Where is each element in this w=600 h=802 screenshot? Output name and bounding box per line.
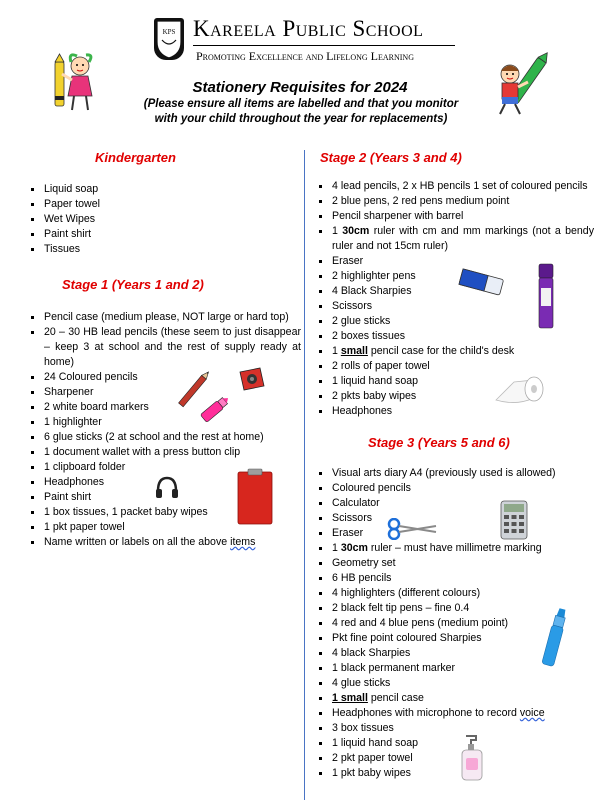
item-text: Name written or labels on all the above xyxy=(44,536,231,548)
page-title: Stationery Requisites for 2024 xyxy=(192,79,408,96)
item-text: 1 xyxy=(332,345,341,357)
school-name: Kareela Public School xyxy=(193,16,424,41)
item-text-bold: 30cm xyxy=(342,225,370,237)
list-item: 1 highlighter xyxy=(30,415,301,430)
list-item: Pencil case (medium please, NOT large or hard top) xyxy=(30,310,301,325)
stage2-heading: Stage 2 (Years 3 and 4) xyxy=(320,150,462,165)
list-item xyxy=(318,224,594,254)
list-item xyxy=(318,541,594,556)
header-rule xyxy=(193,45,455,46)
list-item: 6 HB pencils xyxy=(318,571,594,586)
list-item: 1 liquid hand soap xyxy=(318,736,594,751)
list-item xyxy=(318,691,594,706)
item-text-underlined: 1 small xyxy=(332,692,368,704)
list-item: 1 clipboard folder xyxy=(30,460,301,475)
crest-text: KPS xyxy=(162,28,176,36)
list-item: Headphones xyxy=(318,404,594,419)
list-item: Coloured pencils xyxy=(318,481,594,496)
calculator-icon xyxy=(500,500,528,540)
list-item: 2 glue sticks xyxy=(318,314,594,329)
list-item: 2 white board markers xyxy=(30,400,301,415)
list-item xyxy=(318,706,594,721)
list-item: 3 box tissues xyxy=(318,721,594,736)
boy-with-crayon-icon xyxy=(488,52,550,118)
list-item: Scissors xyxy=(318,299,594,314)
list-item: Paper towel xyxy=(30,197,301,212)
eraser-icon xyxy=(456,266,506,300)
list-item: 4 highlighters (different colours) xyxy=(318,586,594,601)
item-text: 1 xyxy=(332,225,343,237)
blue-highlighter-icon xyxy=(540,606,570,668)
list-item: Pkt fine point coloured Sharpies xyxy=(318,631,594,646)
item-text: 1 xyxy=(332,542,341,554)
list-item: 4 lead pencils, 2 x HB pencils 1 set of coloured pencils xyxy=(318,179,594,194)
subtitle-line: (Please ensure all items are labelled and that you monitor xyxy=(143,98,459,110)
list-item xyxy=(318,344,594,359)
item-text: ruler – must have millimetre marking xyxy=(367,542,542,554)
highlighter-icon xyxy=(196,392,234,426)
scissors-icon xyxy=(386,518,438,540)
list-item: Liquid soap xyxy=(30,182,301,197)
paper-towel-roll-icon xyxy=(494,372,546,406)
stage1-heading: Stage 1 (Years 1 and 2) xyxy=(62,277,204,292)
item-text: pencil case for the child's desk xyxy=(367,345,515,357)
list-item: Calculator xyxy=(318,496,594,511)
list-item: 1 box tissues, 1 packet baby wipes xyxy=(30,505,301,520)
list-item: 24 Coloured pencils xyxy=(30,370,301,385)
list-item: 20 – 30 HB lead pencils (these seem to just disappear – keep 3 at school and the rest of supply ready at home) xyxy=(30,325,301,370)
list-item: 2 pkts baby wipes xyxy=(318,389,594,404)
list-item: 2 blue pens, 2 red pens medium point xyxy=(318,194,594,209)
item-text-flagged: items xyxy=(230,536,256,548)
kindergarten-list xyxy=(30,182,302,257)
list-item: 2 rolls of paper towel xyxy=(318,359,594,374)
kindergarten-heading: Kindergarten xyxy=(95,150,176,165)
list-item: 1 pkt paper towel xyxy=(30,520,301,535)
list-item: 2 boxes tissues xyxy=(318,329,594,344)
list-item: Eraser xyxy=(318,254,594,269)
list-item: Sharpener xyxy=(30,385,301,400)
list-item: Paint shirt xyxy=(30,227,301,242)
list-item: Pencil sharpener with barrel xyxy=(318,209,594,224)
list-item: Wet Wipes xyxy=(30,212,301,227)
list-item: 4 black Sharpies xyxy=(318,646,594,661)
list-item: Scissors xyxy=(318,511,594,526)
item-text: pencil case xyxy=(367,692,424,704)
glue-stick-icon xyxy=(536,262,556,330)
list-item: 1 black permanent marker xyxy=(318,661,594,676)
list-item: Eraser xyxy=(318,526,594,541)
list-item: 1 document wallet with a press button clip xyxy=(30,445,301,460)
right-column xyxy=(318,150,596,781)
list-item: 1 liquid hand soap xyxy=(318,374,594,389)
headphones-icon xyxy=(154,475,180,501)
stage3-heading: Stage 3 (Years 5 and 6) xyxy=(368,435,510,450)
school-crest-icon xyxy=(154,18,184,60)
list-item: 2 black felt tip pens – fine 0.4 xyxy=(318,601,594,616)
column-divider xyxy=(304,150,305,800)
item-text-bold: 30cm xyxy=(340,542,368,554)
list-item xyxy=(30,535,301,550)
list-item: 2 pkt paper towel xyxy=(318,751,594,766)
list-item: Geometry set xyxy=(318,556,594,571)
list-item: 1 pkt baby wipes xyxy=(318,766,594,781)
item-text: ruler with cm and mm markings (not a bendy ruler and not 15cm ruler) xyxy=(332,225,594,252)
pencil-sharpener-icon xyxy=(236,364,268,394)
item-text: Headphones with microphone to record xyxy=(332,707,520,719)
list-item: 4 Black Sharpies xyxy=(318,284,594,299)
school-motto: Promoting Excellence and Lifelong Learning xyxy=(196,49,414,63)
list-item: 2 highlighter pens xyxy=(318,269,594,284)
list-item: 4 red and 4 blue pens (medium point) xyxy=(318,616,594,631)
list-item: 4 glue sticks xyxy=(318,676,594,691)
item-text-flagged: voice xyxy=(519,707,545,719)
subtitle-line: with your child throughout the year for replacements) xyxy=(154,113,448,125)
soap-pump-icon xyxy=(458,734,486,782)
item-text-underlined: small xyxy=(340,345,368,357)
list-item: Headphones xyxy=(30,475,301,490)
list-item: Paint shirt xyxy=(30,490,301,505)
list-item: 6 glue sticks (2 at school and the rest at home) xyxy=(30,430,301,445)
list-item: Visual arts diary A4 (previously used is allowed) xyxy=(318,466,594,481)
page-subtitle xyxy=(120,97,482,127)
clipboard-icon xyxy=(236,468,274,526)
list-item: Tissues xyxy=(30,242,301,257)
